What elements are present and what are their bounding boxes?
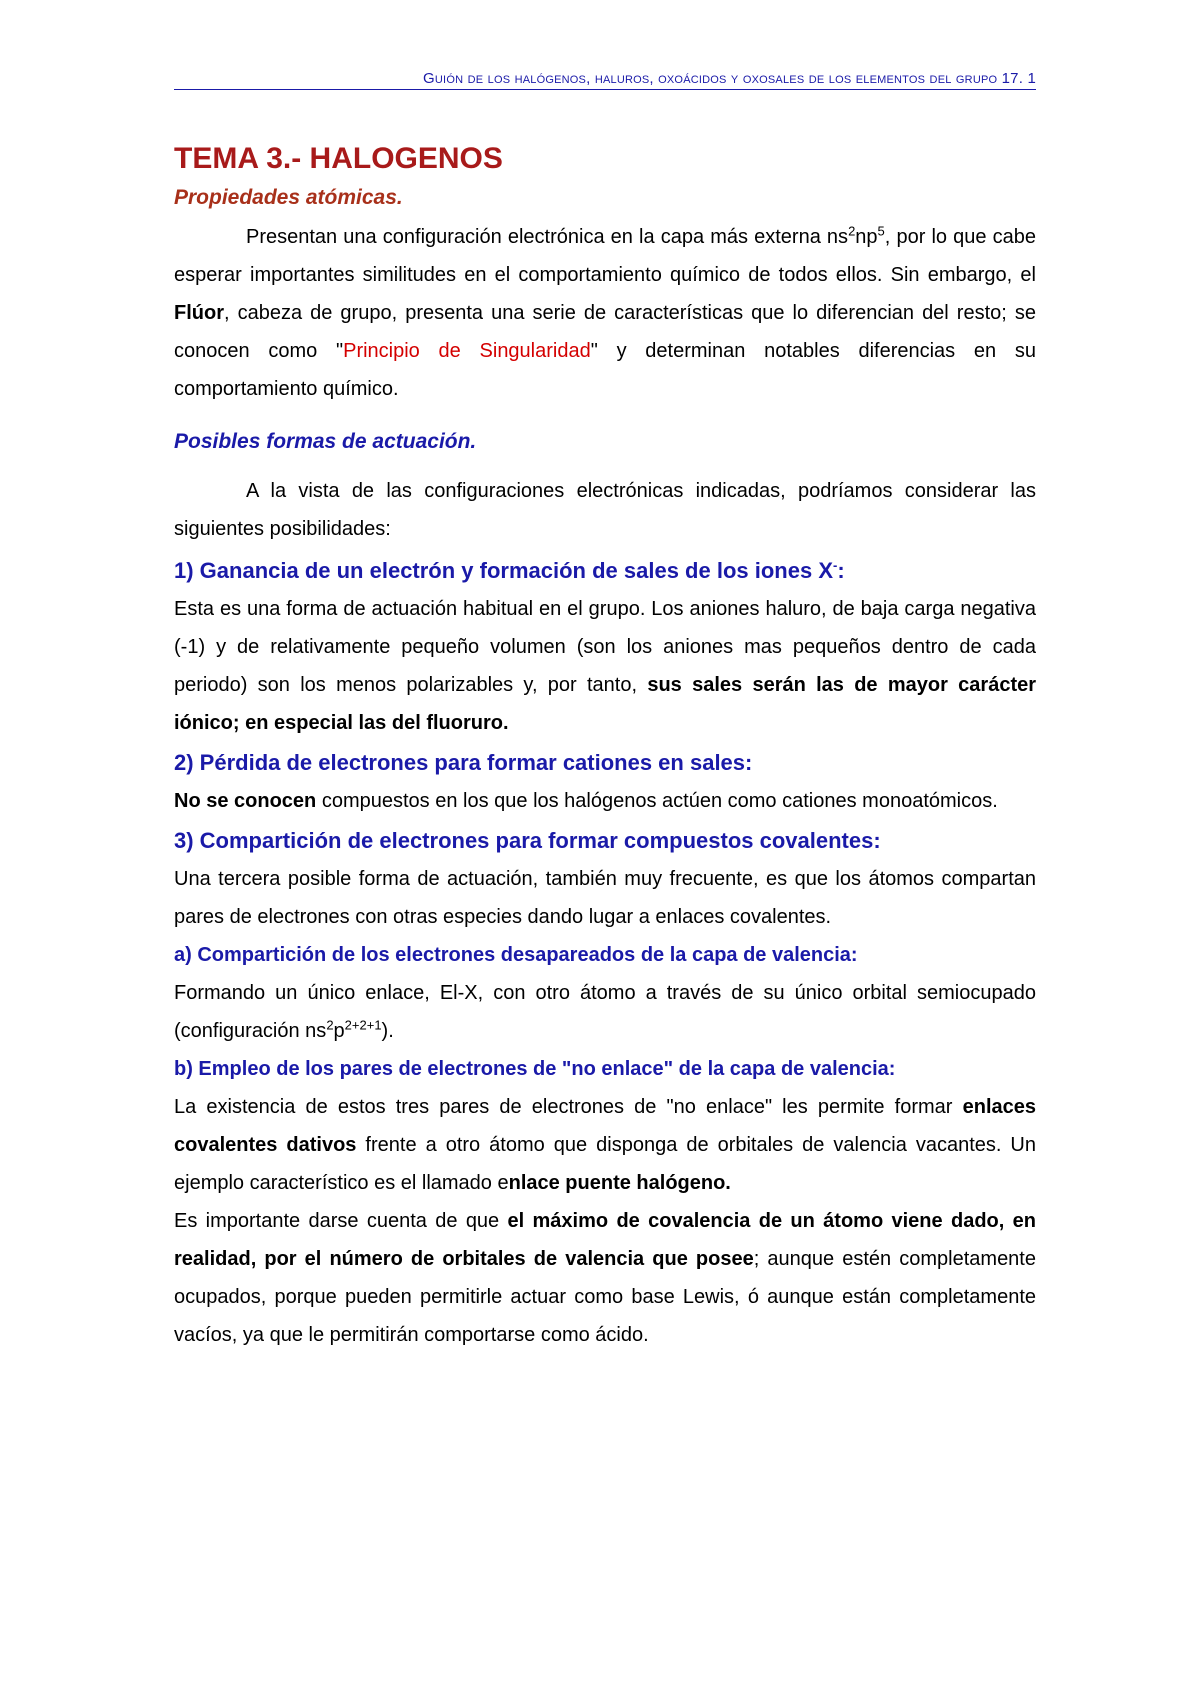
paragraph-intro-possibilities: A la vista de las configuraciones electrónicas indicadas, podríamos considerar las siguientes posibilidades: — [174, 480, 1036, 540]
document-page — [174, 70, 1036, 1354]
paragraph-unpaired-electrons: Formando un único enlace, El-X, con otro átomo a través de su único orbital semiocupado (configuración $ns^2p^{2+2+1}$). — [174, 982, 1036, 1042]
running-header: Guión de los halógenos, haluros, oxoácidos y oxosales de los elementos del grupo 17. 1 — [174, 70, 1036, 90]
heading-unpaired-electrons: a) Compartición de los electrones desapareados de la capa de valencia: — [174, 944, 858, 966]
page-title: TEMA 3.- HALOGENOS — [174, 142, 503, 175]
section-atomic-properties-title: Propiedades atómicas. — [174, 186, 403, 209]
heading-electron-gain: 1) Ganancia de un electrón y formación de sales de los iones X-: — [174, 557, 845, 583]
section-action-forms-title: Posibles formas de actuación. — [174, 430, 477, 453]
paragraph-covalence-maximum: Es importante darse cuenta de que el máximo de covalencia de un átomo viene dado, en realidad, por el número de orbitales de valencia que posee; aunque estén completamente ocupados, porque pueden permitirle actuar como base Lewis, ó aunque están completamente vacíos, ya que le permitirán comportarse como ácido. — [174, 1210, 1036, 1346]
heading-electron-sharing: 3) Compartición de electrones para formar compuestos covalentes: — [174, 828, 881, 853]
heading-electron-loss: 2) Pérdida de electrones para formar cationes en sales: — [174, 750, 753, 775]
paragraph-lone-pairs: La existencia de estos tres pares de electrones de "no enlace" les permite formar enlaces covalentes dativos frente a otro átomo que disponga de orbitales de valencia vacantes. Un ejemplo característico es el llamado enlace puente halógeno. — [174, 1096, 1036, 1194]
singularity-principle-term: Principio de Singularidad — [343, 340, 591, 362]
paragraph-electron-loss: No se conocen compuestos en los que los halógenos actúen como cationes monoatómicos. — [174, 790, 998, 812]
heading-lone-pairs: b) Empleo de los pares de electrones de "no enlace" de la capa de valencia: — [174, 1058, 896, 1080]
paragraph-atomic-properties: Presentan una configuración electrónica en la capa más externa $ns^2np^5$, por lo que cabe esperar importantes similitudes en el comportamiento químico de todos ellos. Sin embargo, el Flúor, cabeza de grupo, presenta una serie de características que lo diferencian del resto; se conocen como "Principio de Singularidad" y determinan notables diferencias en su comportamiento químico. — [174, 223, 1037, 400]
paragraph-electron-sharing: Una tercera posible forma de actuación, también muy frecuente, es que los átomos compartan pares de electrones con otras especies dando lugar a enlaces covalentes. — [174, 868, 1036, 928]
paragraph-electron-gain: Esta es una forma de actuación habitual en el grupo. Los aniones haluro, de baja carga negativa (-1) y de relativamente pequeño volumen (son los aniones mas pequeños dentro de cada periodo) son los menos polarizables y, por tanto, sus sales serán las de mayor carácter iónico; en especial las del fluoruro. — [174, 598, 1037, 734]
